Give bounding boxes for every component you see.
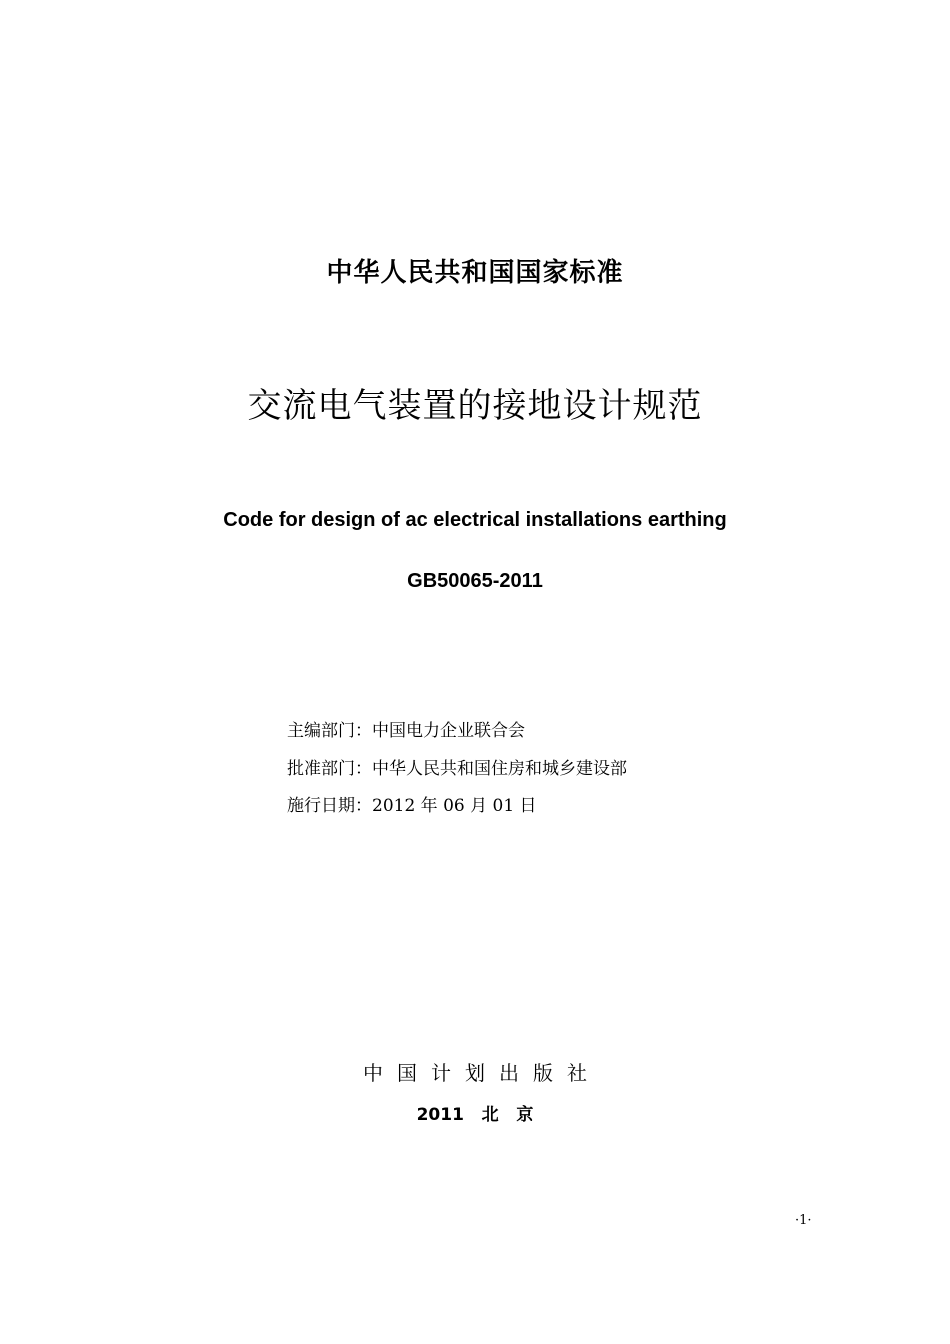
standard-code: GB50065-2011 — [407, 570, 543, 592]
document-title-chinese: 交流电气装置的接地设计规范 — [247, 386, 703, 426]
meta-effective-date: 施行日期：2012 年 06 月 01 日 — [287, 796, 537, 816]
publication-year-place: 2011 北 京 — [416, 1105, 534, 1125]
publisher-name: 中国计划出版社 — [363, 1061, 601, 1085]
page-number: ·1· — [795, 1213, 812, 1228]
document-title-english: Code for design of ac electrical installations earthing — [223, 509, 727, 531]
standard-organization: 中华人民共和国国家标准 — [326, 258, 624, 288]
meta-editor-department: 主编部门：中国电力企业联合会 — [287, 721, 525, 741]
meta-approval-department: 批准部门：中华人民共和国住房和城乡建设部 — [287, 759, 627, 779]
